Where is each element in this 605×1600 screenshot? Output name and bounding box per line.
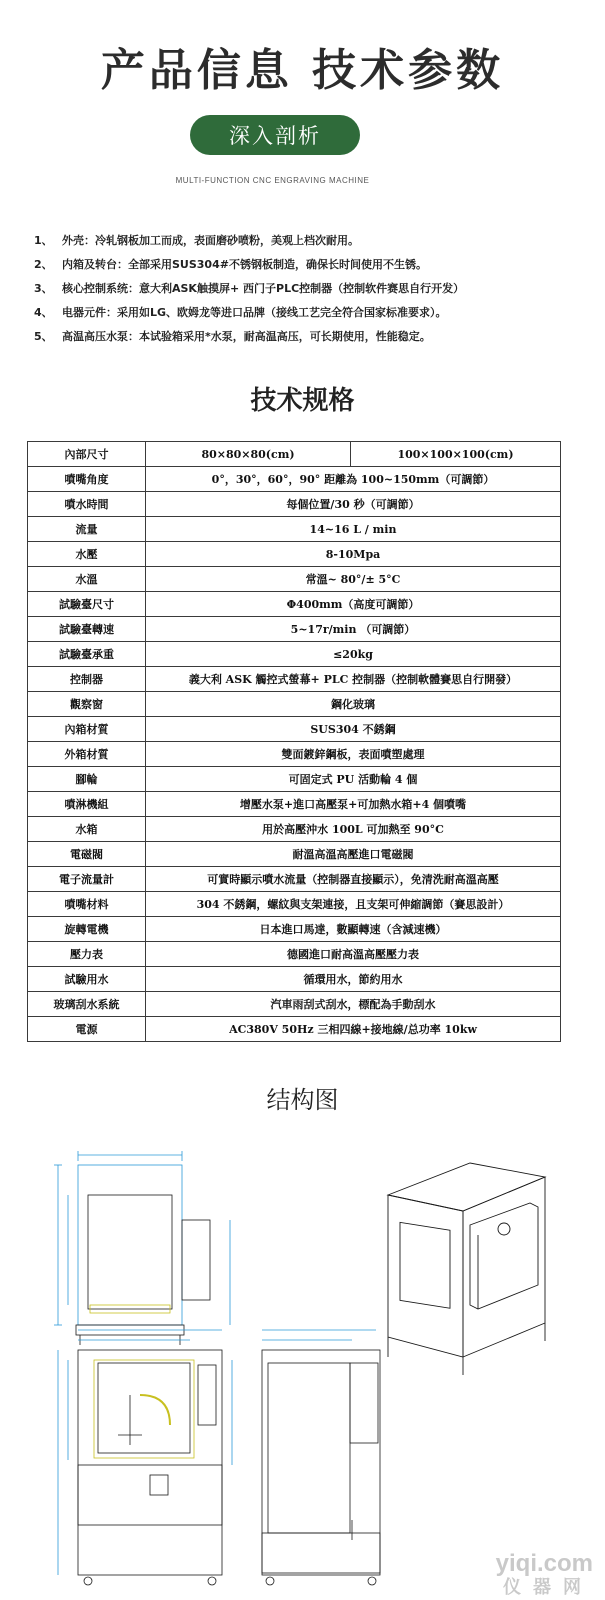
spec-label: 流量 bbox=[28, 517, 146, 542]
table-row bbox=[28, 917, 561, 942]
spec-label: 水溫 bbox=[28, 567, 146, 592]
structure-diagram bbox=[0, 1125, 605, 1600]
spec-label: 試驗臺承重 bbox=[28, 642, 146, 667]
spec-value: 0°，30°，60°，90° 距離為 100~150mm（可調節） bbox=[146, 467, 561, 492]
feature-item bbox=[34, 328, 594, 352]
watermark-brand: 仪器网 bbox=[503, 1577, 593, 1597]
spec-value: ≤20kg bbox=[146, 642, 561, 667]
table-row bbox=[28, 892, 561, 917]
spec-label: 外箱材質 bbox=[28, 742, 146, 767]
table-row bbox=[28, 742, 561, 767]
spec-value: 100×100×100(cm) bbox=[351, 442, 561, 467]
feature-text: 外壳：冷轧钢板加工而成，表面磨砂喷粉，美观上档次耐用。 bbox=[62, 234, 359, 247]
feature-item bbox=[34, 304, 594, 328]
table-row bbox=[28, 842, 561, 867]
table-row bbox=[28, 967, 561, 992]
isometric-view bbox=[388, 1163, 545, 1375]
spec-label: 腳輪 bbox=[28, 767, 146, 792]
spec-value: 80×80×80(cm) bbox=[146, 442, 351, 467]
spec-value: 德國進口耐高溫高壓壓力表 bbox=[146, 942, 561, 967]
table-row bbox=[28, 817, 561, 842]
side-view-top bbox=[54, 1151, 230, 1345]
spec-value: 義大利 ASK 觸控式螢幕+ PLC 控制器（控制軟體賽思自行開發） bbox=[146, 667, 561, 692]
table-row bbox=[28, 1017, 561, 1042]
spec-label: 電子流量計 bbox=[28, 867, 146, 892]
table-row bbox=[28, 692, 561, 717]
feature-number: 1、 bbox=[34, 234, 53, 247]
spec-label: 電磁閥 bbox=[28, 842, 146, 867]
spec-value: SUS304 不銹鋼 bbox=[146, 717, 561, 742]
subtitle: MULTI-FUNCTION CNC ENGRAVING MACHINE bbox=[175, 176, 370, 185]
spec-label: 電源 bbox=[28, 1017, 146, 1042]
spec-label: 壓力表 bbox=[28, 942, 146, 967]
feature-number: 4、 bbox=[34, 306, 53, 319]
spec-value: 增壓水泵+進口高壓泵+可加熱水箱+4 個噴嘴 bbox=[146, 792, 561, 817]
feature-list bbox=[34, 232, 594, 352]
table-row bbox=[28, 767, 561, 792]
table-row bbox=[28, 492, 561, 517]
spec-label: 噴水時間 bbox=[28, 492, 146, 517]
side-view-bottom bbox=[262, 1330, 380, 1585]
spec-label: 觀察窗 bbox=[28, 692, 146, 717]
watermark bbox=[496, 1552, 593, 1598]
watermark-url: yiqi.com bbox=[495, 1550, 593, 1577]
table-row bbox=[28, 592, 561, 617]
table-row bbox=[28, 942, 561, 967]
spec-label: 試驗臺轉速 bbox=[28, 617, 146, 642]
front-view bbox=[58, 1330, 232, 1585]
table-row bbox=[28, 867, 561, 892]
structure-section-title: 结构图 bbox=[266, 1086, 339, 1114]
spec-section-title: 技术规格 bbox=[250, 386, 355, 416]
table-row bbox=[28, 542, 561, 567]
spec-value: 日本進口馬達，數顯轉速（含減速機） bbox=[146, 917, 561, 942]
table-row bbox=[28, 467, 561, 492]
spec-label: 控制器 bbox=[28, 667, 146, 692]
spec-label: 噴淋機組 bbox=[28, 792, 146, 817]
spec-value: 14~16 L / min bbox=[146, 517, 561, 542]
feature-text: 电器元件：采用如LG、欧姆龙等进口品牌（接线工艺完全符合国家标准要求）。 bbox=[62, 306, 447, 319]
spec-value: 鋼化玻璃 bbox=[146, 692, 561, 717]
spec-table bbox=[27, 441, 561, 1042]
spec-value: 常溫~ 80°/± 5°C bbox=[146, 567, 561, 592]
spec-value: AC380V 50Hz 三相四線+接地線/总功率 10kw bbox=[146, 1017, 561, 1042]
spec-value: 用於高壓沖水 100L 可加熱至 90°C bbox=[146, 817, 561, 842]
spec-value: 可實時顯示噴水流量（控制器直接顯示），免清洗耐高溫高壓 bbox=[146, 867, 561, 892]
feature-text: 高温高压水泵：本试验箱采用*水泵，耐高温高压，可长期使用，性能稳定。 bbox=[62, 330, 431, 343]
feature-item bbox=[34, 256, 594, 280]
spec-label: 內部尺寸 bbox=[28, 442, 146, 467]
spec-value: 304 不銹鋼，螺紋與支架連接，且支架可伸縮調節（賽思設計） bbox=[146, 892, 561, 917]
table-row bbox=[28, 617, 561, 642]
table-row bbox=[28, 792, 561, 817]
spec-value: 汽車雨刮式刮水，標配為手動刮水 bbox=[146, 992, 561, 1017]
page-title: 产品信息 技术参数 bbox=[100, 45, 505, 96]
feature-text: 内箱及转台：全部采用SUS304#不锈钢板制造，确保长时间使用不生锈。 bbox=[62, 258, 427, 271]
table-row bbox=[28, 442, 561, 467]
spec-label: 噴嘴角度 bbox=[28, 467, 146, 492]
section-badge: 深入剖析 bbox=[190, 115, 360, 155]
spec-label: 玻璃刮水系統 bbox=[28, 992, 146, 1017]
feature-number: 2、 bbox=[34, 258, 53, 271]
spec-value: 每個位置/30 秒（可調節） bbox=[146, 492, 561, 517]
spec-label: 水壓 bbox=[28, 542, 146, 567]
spec-label: 旋轉電機 bbox=[28, 917, 146, 942]
spec-value: Φ400mm（高度可調節） bbox=[146, 592, 561, 617]
spec-value: 8-10Mpa bbox=[146, 542, 561, 567]
table-row bbox=[28, 667, 561, 692]
table-row bbox=[28, 992, 561, 1017]
spec-label: 試驗臺尺寸 bbox=[28, 592, 146, 617]
feature-number: 3、 bbox=[34, 282, 53, 295]
spec-value: 循環用水，節約用水 bbox=[146, 967, 561, 992]
spec-label: 內箱材質 bbox=[28, 717, 146, 742]
spec-label: 噴嘴材料 bbox=[28, 892, 146, 917]
table-row bbox=[28, 517, 561, 542]
feature-item bbox=[34, 232, 594, 256]
table-row bbox=[28, 567, 561, 592]
feature-number: 5、 bbox=[34, 330, 53, 343]
spec-label: 試驗用水 bbox=[28, 967, 146, 992]
spec-value: 耐溫高溫高壓進口電磁閥 bbox=[146, 842, 561, 867]
table-row bbox=[28, 717, 561, 742]
feature-text: 核心控制系统：意大利ASK触摸屏+ 西门子PLC控制器（控制软件赛思自行开发） bbox=[62, 282, 465, 295]
spec-value: 雙面鍍鋅鋼板，表面噴塑處理 bbox=[146, 742, 561, 767]
table-row bbox=[28, 642, 561, 667]
spec-label: 水箱 bbox=[28, 817, 146, 842]
feature-item bbox=[34, 280, 594, 304]
spec-value: 可固定式 PU 活動輪 4 個 bbox=[146, 767, 561, 792]
spec-value: 5~17r/min （可調節） bbox=[146, 617, 561, 642]
